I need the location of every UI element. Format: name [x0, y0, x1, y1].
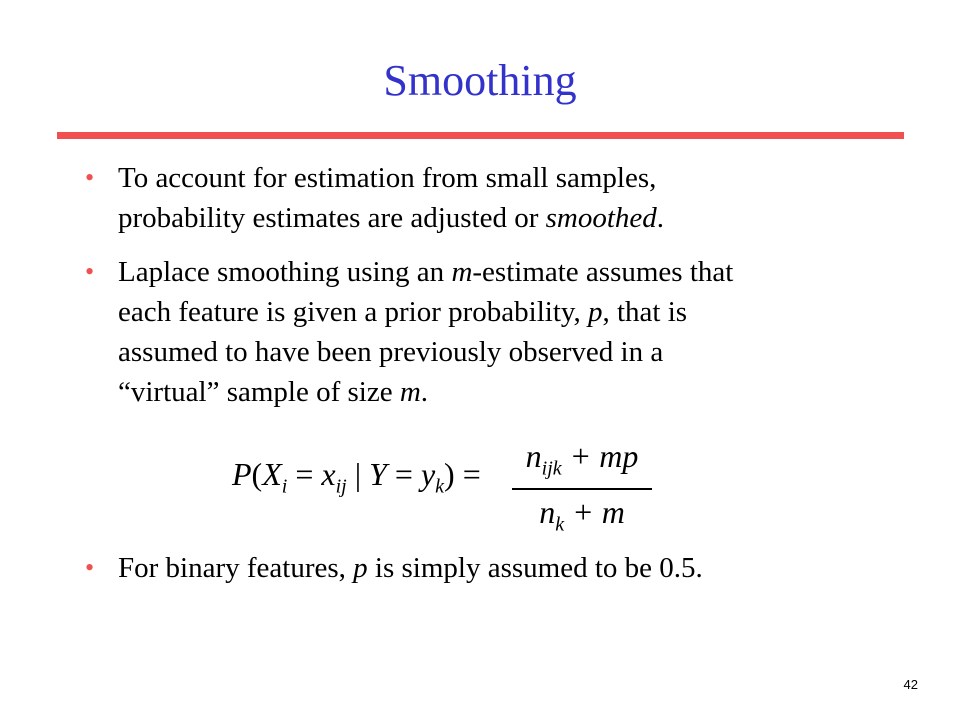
bullet-text: [118, 548, 918, 588]
formula-subscript: k: [435, 475, 445, 498]
title-divider: [57, 132, 904, 139]
smoothing-formula: [232, 438, 652, 536]
bullet-line: [118, 252, 913, 292]
formula-subscript: k: [555, 513, 565, 536]
bullet-marker: •: [85, 553, 95, 582]
text-span: .: [656, 202, 665, 234]
italic-term: m: [451, 256, 473, 288]
italic-term: p: [588, 296, 603, 328]
bullet-line: [118, 292, 913, 332]
text-span: , that is: [602, 296, 688, 328]
fraction-numerator: [512, 438, 652, 486]
formula-symbol: =: [454, 456, 481, 492]
formula-fraction: [512, 438, 652, 545]
formula-symbol: y: [420, 456, 436, 492]
formula-subscript: i: [281, 475, 288, 498]
italic-term: p: [353, 552, 368, 584]
formula-symbol: + m: [564, 494, 625, 531]
formula-symbol: ): [444, 456, 455, 492]
bullet-text: [118, 252, 913, 412]
formula-symbol: Y: [369, 456, 387, 492]
text-span: “virtual” sample of size: [118, 376, 400, 408]
bullet-text: [118, 158, 898, 238]
formula-symbol: X: [262, 456, 282, 492]
formula-subscript: ijk: [541, 457, 562, 480]
bullet-line: To account for estimation from small samples,: [118, 162, 657, 194]
text-span: .: [420, 376, 429, 408]
fraction-denominator: [512, 492, 652, 544]
bullet-line: [118, 548, 918, 588]
formula-symbol: n: [539, 494, 556, 531]
bullet-line: [118, 198, 898, 238]
text-span: Laplace smoothing using an: [118, 256, 452, 288]
bullet-line: [118, 372, 913, 412]
page-number: 42: [903, 677, 918, 692]
bullet-marker: •: [85, 163, 95, 192]
bullet-marker: •: [85, 257, 95, 286]
text-span: probability estimates are adjusted or: [118, 202, 546, 234]
bullet-line: assumed to have been previously observed in a: [118, 336, 664, 368]
formula-symbol: x: [321, 456, 336, 492]
formula-subscript: ij: [335, 475, 347, 498]
italic-term: smoothed: [545, 202, 657, 234]
slide-title: Smoothing: [383, 56, 577, 105]
formula-symbol: =: [287, 456, 322, 492]
formula-symbol: P: [232, 456, 252, 492]
formula-symbol: =: [386, 456, 421, 492]
fraction-bar: [512, 488, 652, 490]
text-span: For binary features,: [118, 552, 354, 584]
formula-symbol: + mp: [561, 438, 639, 474]
text-span: is simply assumed to be 0.5.: [367, 552, 703, 584]
formula-symbol: |: [346, 456, 370, 492]
formula-symbol: n: [525, 438, 542, 474]
formula-symbol: (: [251, 456, 263, 492]
text-span: each feature is given a prior probability,: [118, 296, 588, 328]
italic-term: m: [399, 376, 421, 408]
text-span: -estimate assumes that: [472, 256, 734, 288]
formula-lhs: [232, 456, 481, 498]
